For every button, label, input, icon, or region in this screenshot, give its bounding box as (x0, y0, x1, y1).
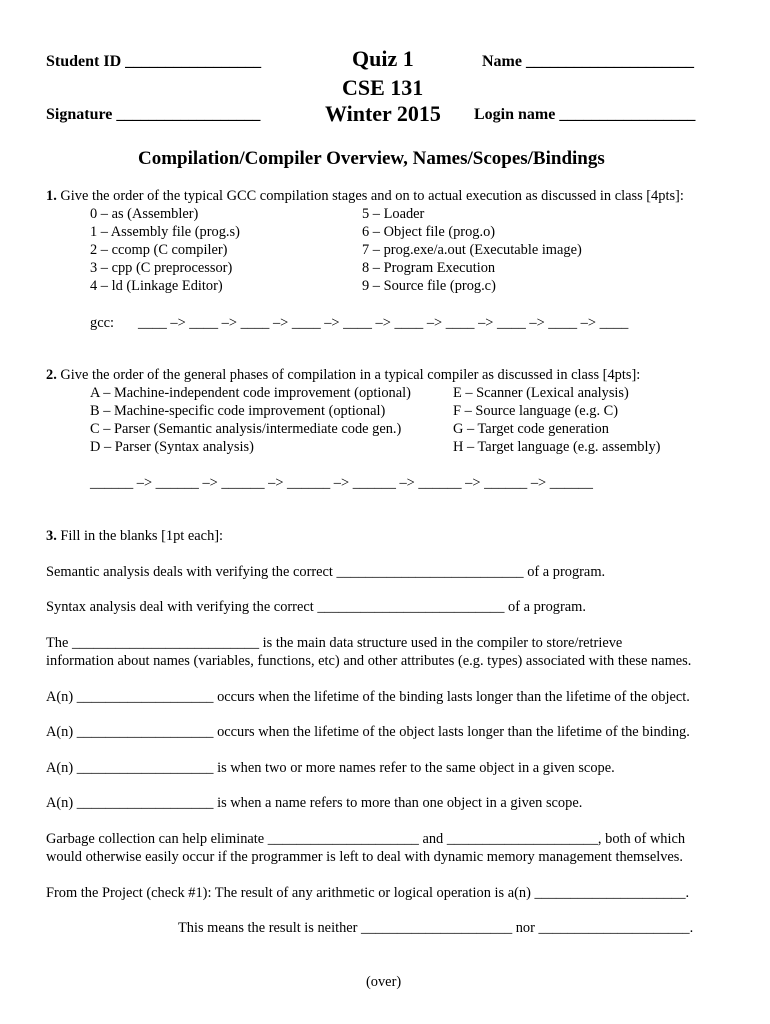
quiz-label: Quiz 1 (352, 46, 414, 71)
q2-option: C – Parser (Semantic analysis/intermediate code gen.) (90, 421, 402, 437)
gcc-answer-chain: ____ –> ____ –> ____ –> ____ –> ____ –> ____ –> ____ –> ____ –> ____ –> ____ (138, 315, 629, 331)
q1-option: 9 – Source file (prog.c) (362, 278, 496, 294)
login-name-field: Login name _________________ (474, 106, 696, 123)
fill-blank-line: Syntax analysis deal with verifying the correct __________________________ of a program. (46, 599, 586, 615)
q1-option: 6 – Object file (prog.o) (362, 224, 496, 240)
fill-blank-line: information about names (variables, functions, etc) and other attributes (e.g. types) associated with these names. (46, 653, 692, 669)
gcc-label: gcc: (90, 315, 114, 331)
question-1-text: Give the order of the typical GCC compilation stages and on to actual execution as discussed in class [4pts]: (56, 188, 684, 204)
phases-answer-chain: ______ –> ______ –> ______ –> ______ –> ______ –> ______ –> ______ –> ______ (90, 475, 593, 491)
q1-option: 3 – cpp (C preprocessor) (90, 260, 233, 276)
course-label: CSE 131 (342, 75, 424, 100)
question-1-number: 1. (46, 188, 57, 204)
q1-option: 8 – Program Execution (362, 260, 496, 276)
fill-blank-line: A(n) ___________________ occurs when the lifetime of the binding lasts longer than the lifetime of the object. (46, 689, 690, 705)
q2-option: F – Source language (e.g. C) (453, 403, 619, 419)
question-2-text: Give the order of the general phases of compilation in a typical compiler as discussed in class [4pts]: (56, 367, 641, 383)
question-2-prompt (46, 368, 640, 382)
fill-blank-line: A(n) ___________________ is when two or more names refer to the same object in a given scope. (46, 760, 615, 776)
q1-option: 1 – Assembly file (prog.s) (90, 224, 240, 240)
page-title: Compilation/Compiler Overview, Names/Scopes/Bindings (138, 148, 605, 169)
fill-blank-line: The __________________________ is the main data structure used in the compiler to store/retrieve (46, 635, 623, 651)
q2-option: B – Machine-specific code improvement (optional) (90, 403, 386, 419)
q2-option: A – Machine-independent code improvement (optional) (90, 385, 411, 401)
q1-option: 2 – ccomp (C compiler) (90, 242, 228, 258)
page-footer: (over) (366, 974, 402, 990)
q1-option: 4 – ld (Linkage Editor) (90, 278, 223, 294)
fill-blank-line: This means the result is neither _____________________ nor _____________________. (178, 920, 694, 936)
student-id-field: Student ID _________________ (46, 53, 262, 70)
q2-option: E – Scanner (Lexical analysis) (453, 385, 629, 401)
question-3-text: Fill in the blanks [1pt each]: (56, 528, 224, 544)
question-2-number: 2. (46, 367, 57, 383)
q2-option: G – Target code generation (453, 421, 609, 437)
fill-blank-line: Garbage collection can help eliminate _____________________ and _____________________, both of which (46, 831, 686, 847)
fill-blank-line: A(n) ___________________ is when a name refers to more than one object in a given scope. (46, 795, 583, 811)
name-field: Name _____________________ (482, 53, 694, 70)
fill-blank-line: Semantic analysis deals with verifying the correct __________________________ of a program. (46, 564, 606, 580)
fill-blank-line: A(n) ___________________ occurs when the lifetime of the object lasts longer than the lifetime of the binding. (46, 724, 690, 740)
q2-option: H – Target language (e.g. assembly) (453, 439, 661, 455)
question-3-prompt (46, 529, 223, 543)
q1-option: 5 – Loader (362, 206, 425, 222)
term-label: Winter 2015 (325, 101, 441, 126)
question-3-number: 3. (46, 528, 57, 544)
question-1-prompt (46, 189, 684, 203)
q1-option: 7 – prog.exe/a.out (Executable image) (362, 242, 582, 258)
q2-option: D – Parser (Syntax analysis) (90, 439, 254, 455)
fill-blank-line: From the Project (check #1): The result of any arithmetic or logical operation is a(n) _____________________. (46, 885, 690, 901)
q1-option: 0 – as (Assembler) (90, 206, 199, 222)
fill-blank-line: would otherwise easily occur if the programmer is left to deal with dynamic memory management themselves. (46, 849, 683, 865)
signature-field: Signature __________________ (46, 106, 261, 123)
